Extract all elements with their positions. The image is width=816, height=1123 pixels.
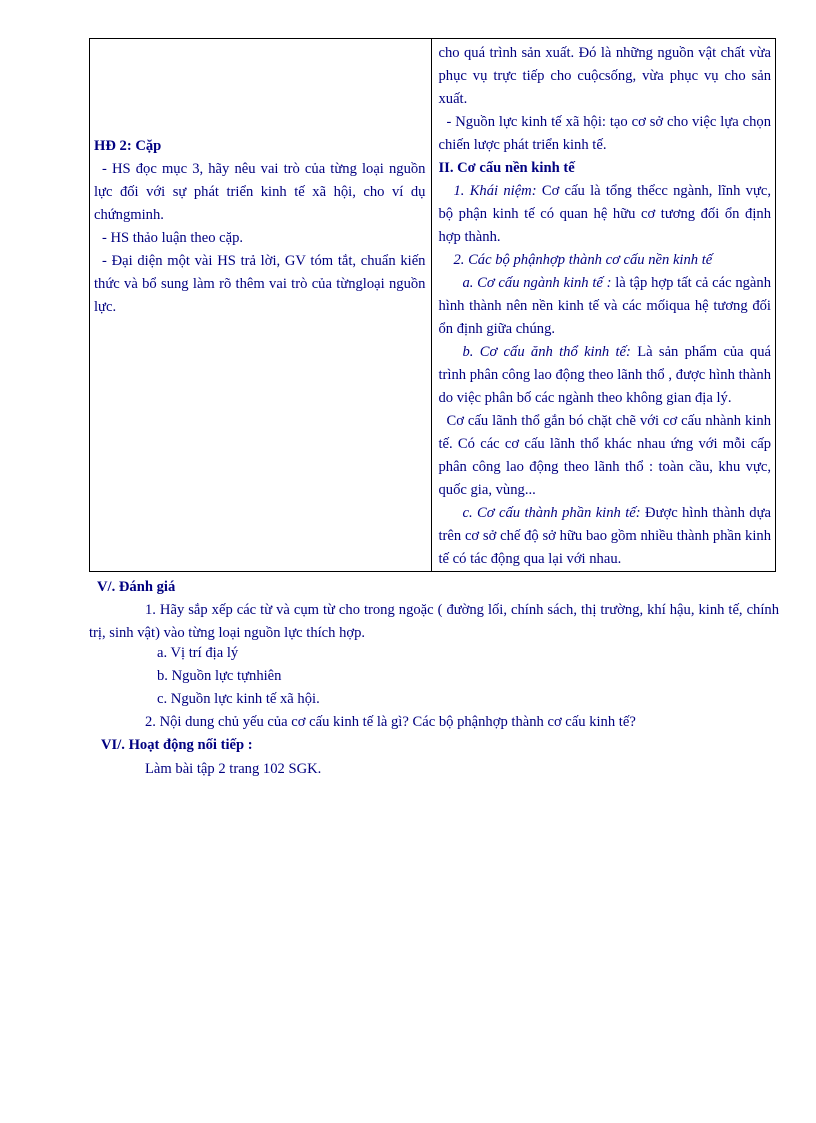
activity-step: - Đại diện một vài HS trả lời, GV tóm tắt, chuẩn kiến thức và bổ sung làm rõ thêm vai trò của từngloại nguồn lực.	[94, 253, 426, 315]
concept-text: Cơ cấu là tổng thểcc ngành, lĩnh vực, bộ phận kinh tế có quan hệ hữu cơ tương đối ổn định hợp thành.	[438, 183, 771, 245]
activity-step: - HS thảo luận theo cặp.	[102, 230, 244, 246]
concept-label: 1. Khái niệm:	[453, 183, 537, 199]
territorial-structure-text: Là sản phẩm của quá trình phân công lao động theo lãnh thổ , được hình thành do việc phân bố các ngành theo không gian địa lý.	[438, 344, 771, 406]
territorial-structure-label: b. Cơ cấu ănh thổ kinh tế:	[462, 344, 631, 360]
evaluation-question-1: 1. Hãy sắp xếp các từ và cụm từ cho trong ngoặc ( đường lối, chính sách, thị trường, khí hậu, kinh tế, chính trị, sinh vật) vào từng loại nguồn lực thích hợp.	[89, 602, 779, 641]
social-resource-text: - Nguồn lực kinh tế xã hội: tạo cơ sở cho việc lựa chọn chiến lược phát triển kinh tế.	[438, 114, 771, 153]
territorial-structure-paragraph	[438, 341, 771, 410]
activity-cell	[90, 39, 432, 572]
ownership-structure-text: Được hình thành dựa trên cơ sở chế độ sở hữu bao gồm nhiều thành phần kinh tế có tác động qua lại với nhau.	[438, 505, 771, 567]
next-activity-heading: VI/. Hoạt động nối tiếp :	[101, 737, 253, 753]
activity-title: HĐ 2: Cặp	[94, 138, 162, 154]
lesson-table	[89, 38, 776, 572]
content-cell	[432, 39, 776, 572]
ownership-structure-paragraph	[438, 502, 771, 571]
evaluation-option-b: b. Nguồn lực tựnhiên	[157, 668, 282, 684]
evaluation-option-a: a. Vị trí địa lý	[157, 645, 239, 661]
evaluation-heading: V/. Đánh giá	[97, 579, 176, 595]
territorial-structure-extra: Cơ cấu lãnh thổ gắn bó chặt chẽ với cơ cấu nhành kinh tế. Có các cơ cấu lãnh thổ khác nhau ứng với mỗi cấp phân công lao động theo lãnh thổ : toàn cầu, khu vực, quốc gia, vùng...	[438, 413, 771, 498]
intro-text: cho quá trình sản xuất. Đó là những nguồn vật chất vừa phục vụ trực tiếp cho cuộcsống, vừa phục vụ cho sản xuất.	[438, 45, 771, 107]
sector-structure-label: a. Cơ cấu ngành kinh tế :	[462, 275, 612, 291]
section-heading: II. Cơ cấu nền kinh tế	[438, 160, 575, 176]
activity-step: - HS đọc mục 3, hãy nêu vai trò của từng loại nguồn lực đối với sự phát triển kinh tế xã hội, cho ví dụ chứngminh.	[94, 161, 426, 223]
parts-heading: 2. Các bộ phậnhợp thành cơ cấu nền kinh tế	[453, 252, 713, 268]
evaluation-option-c: c. Nguồn lực kinh tế xã hội.	[157, 691, 320, 707]
sector-structure-text: là tập hợp tất cả các ngành hình thành nên nền kinh tế và các mốiqua hệ tương đối ổn định giữa chúng.	[438, 275, 771, 337]
homework-text: Làm bài tập 2 trang 102 SGK.	[145, 761, 322, 777]
concept-paragraph	[438, 180, 771, 249]
ownership-structure-label: c. Cơ cấu thành phần kinh tế:	[462, 505, 641, 521]
sector-structure-paragraph	[438, 272, 771, 341]
evaluation-question-2: 2. Nội dung chủ yếu của cơ cấu kinh tế là gì? Các bộ phậnhợp thành cơ cấu kinh tế?	[145, 714, 636, 730]
